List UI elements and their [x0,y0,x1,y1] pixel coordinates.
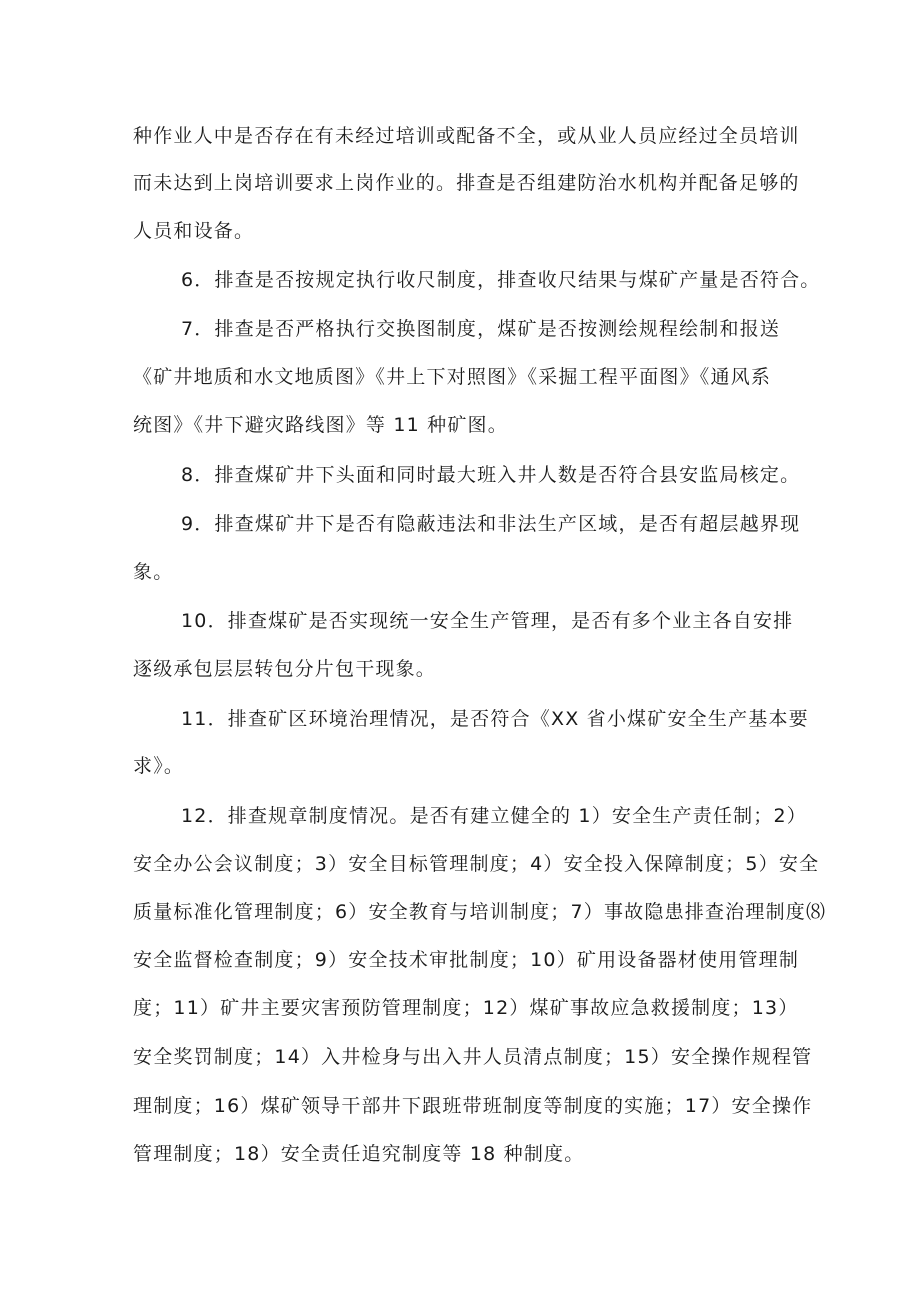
paragraph-8: 8．排查煤矿井下头面和同时最大班入井人数是否符合县安监局核定。 [181,464,801,486]
text-line: 理制度；16）煤矿领导干部井下跟班带班制度等制度的实施；17）安全操作 [133,1095,813,1117]
paragraph-12: 12．排查规章制度情况。是否有建立健全的 1）安全生产责任制；2） [181,805,807,827]
paragraph-6: 6．排查是否按规定执行收尺制度，排查收尺结果与煤矿产量是否符合。 [181,269,821,291]
text-line: 而未达到上岗培训要求上岗作业的。排查是否组建防治水机构并配备足够的 [133,172,800,194]
text-line: 求》。 [133,755,185,777]
text-line: 《矿井地质和水文地质图》《井上下对照图》《采掘工程平面图》《通风系 [133,366,772,388]
text-line: 质量标准化管理制度；6）安全教育与培训制度；7）事故隐患排查治理制度⑻ [133,901,827,923]
paragraph-10: 10．排查煤矿是否实现统一安全生产管理，是否有多个业主各自安排 [181,610,794,632]
paragraph-11: 11．排查矿区环境治理情况，是否符合《XX 省小煤矿安全生产基本要 [181,708,809,730]
text-line: 度；11）矿井主要灾害预防管理制度；12）煤矿事故应急救援制度；13） [133,997,799,1019]
text-line: 安全奖罚制度；14）入井检身与出入井人员清点制度；15）安全操作规程管 [133,1046,813,1068]
text-line: 人员和设备。 [133,220,255,242]
paragraph-7: 7．排查是否严格执行交换图制度，煤矿是否按测绘规程绘制和报送 [181,318,781,340]
text-line: 逐级承包层层转包分片包干现象。 [133,658,437,680]
text-line: 种作业人中是否存在有未经过培训或配备不全，或从业人员应经过全员培训 [133,125,800,147]
text-line: 管理制度；18）安全责任追究制度等 18 种制度。 [133,1143,585,1165]
text-line: 统图》《井下避灾路线图》等 11 种矿图。 [133,414,508,436]
text-line: 安全监督检查制度；9）安全技术审批制度；10）矿用设备器材使用管理制 [133,949,800,971]
paragraph-9: 9．排查煤矿井下是否有隐蔽违法和非法生产区域，是否有超层越界现 [181,513,801,535]
text-line: 象。 [133,561,174,583]
text-line: 安全办公会议制度；3）安全目标管理制度；4）安全投入保障制度；5）安全 [133,853,820,875]
